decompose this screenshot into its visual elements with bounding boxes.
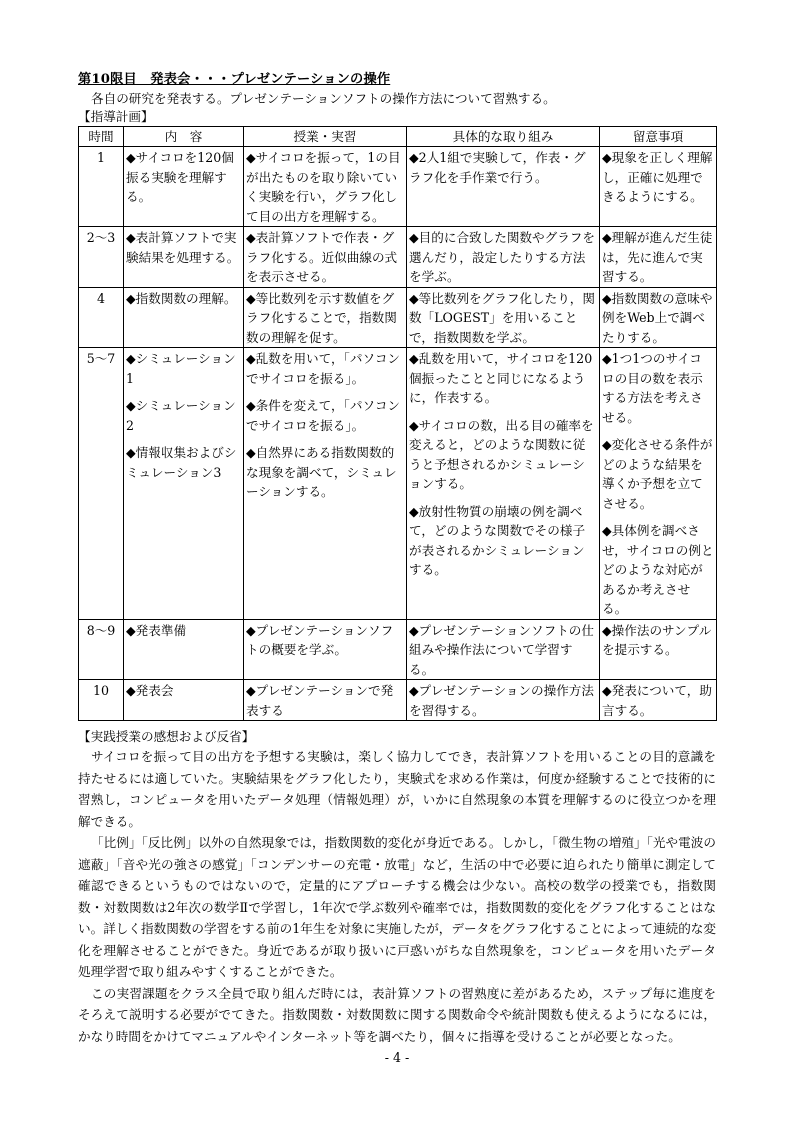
cell-entry: ◆変化させる条件がどのような結果を導くか予想を立てさせる。 [602,437,713,511]
cell-entry: ◆条件を変えて，「パソコンでサイコロを振る」。 [246,398,401,433]
teaching-plan-table [78,126,717,721]
cell-notes [600,619,717,680]
cell-lesson [244,147,407,227]
cell-lesson [244,287,407,348]
cell-entry: ◆プレゼンテーションソフトの概要を学ぶ。 [246,622,394,657]
cell-entry: ◆理解が進んだ生徒は，先に進んで実習する。 [602,230,713,284]
cell-entry: ◆サイコロを振って，1の目が出たものを取り除いていく実験を行い，グラフ化して目の出方を理解する。 [246,150,401,224]
cell-entry: ◆等比数列をグラフ化したり，関数「LOGEST」を用いることで，指数関数を学ぶ。 [409,290,595,345]
cell-entry: ◆発表会 [126,683,174,698]
cell-lesson [244,348,407,620]
cell-entry: ◆自然界にある指数関数的な現象を調べて，シミュレーションする。 [246,445,397,499]
cell-lesson [244,680,407,721]
cell-entry: ◆発表準備 [126,622,187,638]
cell-activity [407,348,600,620]
cell-notes [600,680,717,721]
table-row [79,227,717,288]
cell-notes [600,287,717,348]
table-header-row [79,127,717,147]
reflection-label: 【実践授業の感想および反省】 [78,729,255,744]
table-row [79,348,717,620]
cell-time: 8～9 [79,619,124,680]
cell-time: 10 [79,680,124,721]
cell-entry: ◆指数関数の理解。 [126,290,237,306]
cell-activity [407,147,600,227]
header-lesson: 授業・実習 [244,127,407,147]
cell-activity [407,680,600,721]
cell-entry: ◆サイコロを120個振る実験を理解する。 [126,150,234,204]
page-title: 第10限目 発表会・・・プレゼンテーションの操作 [78,72,391,87]
table-row [79,619,717,680]
cell-notes [600,147,717,227]
cell-entry: ◆目的に合致した関数やグラフを選んだり，設定したりする方法を学ぶ。 [409,230,595,284]
cell-entry: ◆2人1組で実験して，作表・グラフ化を手作業で行う。 [409,150,586,185]
cell-time: 4 [79,287,124,348]
cell-entry: ◆乱数を用いて，サイコロを120個振ったことと同じになるように，作表する。 [409,351,593,405]
document-page [78,70,716,1047]
cell-lesson [244,619,407,680]
cell-entry: ◆表計算ソフトで作表・グラフ化する。近似曲線の式を表示させる。 [246,230,398,284]
cell-content [124,619,244,680]
cell-entry: ◆等比数列を示す数値をグラフ化することで，指数関数の理解を促す。 [246,290,397,345]
cell-content [124,227,244,288]
table-body [79,147,717,721]
cell-lesson [244,227,407,288]
cell-entry: ◆現象を正しく理解し，正確に処理できるようにする。 [602,150,713,204]
header-notes: 留意事項 [600,127,717,147]
cell-entry: ◆サイコロの数，出る目の確率を変えると，どのような関数に従うと予想されるかシミュレーションする。 [409,417,594,491]
cell-content [124,147,244,227]
cell-entry: ◆放射性物質の崩壊の例を調べて，どのような関数でその様子が表されるかシミュレーションする。 [409,503,586,577]
cell-time: 2～3 [79,227,124,288]
header-content: 内 容 [124,127,244,147]
cell-notes [600,227,717,288]
cell-entry: ◆プレゼンテーションで発表する [246,683,394,718]
cell-activity [407,619,600,680]
reflection-paragraph-1: サイコロを振って目の出方を予想する実験は，楽しく協力してでき，表計算ソフトを用いることの目的意識を持たせるには適していた。実験結果をグラフ化したり，実験式を求める作業は，何度か経験することで技術的に習熟し，コンピュータを用いたデータ処理（情報処理）が，いかに自然現象の本質を理解するのに役立つかを理解できる。 [78,749,716,829]
table-row [79,680,717,721]
cell-entry: ◆プレゼンテーションの操作方法を習得する。 [409,683,594,718]
cell-entry: ◆シミュレーション2 [126,398,236,433]
table-row [79,147,717,227]
header-activity: 具体的な取り組み [407,127,600,147]
cell-notes [600,348,717,620]
cell-entry: ◆シミュレーション1 [126,351,236,386]
cell-entry: ◆情報収集およびシミュレーション3 [126,445,237,480]
cell-entry: ◆乱数を用いて，「パソコンでサイコロを振る」。 [246,351,401,386]
table-row [79,287,717,348]
cell-content [124,287,244,348]
cell-entry: ◆表計算ソフトで実験結果を処理する。 [126,230,240,265]
cell-content [124,680,244,721]
plan-label: 【指導計画】 [78,109,154,124]
cell-entry: ◆1つ1つのサイコロの目の数を表示する方法を考えさせる。 [602,351,703,425]
cell-time: 1 [79,147,124,227]
reflection-paragraph-2: 「比例」「反比例」以外の自然現象では，指数関数的変化が身近である。しかし，「微生物の増殖」「光や電波の遮蔽」「音や光の強さの感覚」「コンデンサーの充電・放電」など，生活の中で必要に迫られたり簡単に測定して確認できるというものではないので，定量的にアプローチする機会は少ない。高校の数学の授業でも，指数関数・対数関数は2年次の数学Ⅱで学習し，1年次で学ぶ数列や確率では，指数関数的変化をグラフ化することはない。詳しく指数関数の学習をする前の1年生を対象に実施したが，データをグラフ化することによって連続的な変化を理解させることができた。身近であるが取り扱いに戸惑いがちな自然現象を，コンピュータを用いたデータ処理学習で取り組みやすくすることができた。 [78,835,716,979]
cell-entry: ◆具体例を調べさせ，サイコロの例とどのような対応があるか考えさせる。 [602,523,714,616]
page-number: - 4 - [384,1050,410,1065]
intro-text: 各自の研究を発表する。プレゼンテーションソフトの操作方法について習熟する。 [91,91,556,106]
cell-entry: ◆操作法のサンプルを提示する。 [602,622,712,657]
cell-entry: ◆指数関数の意味や例をWeb上で調べたりする。 [602,290,713,345]
cell-entry: ◆プレゼンテーションソフトの仕組みや操作法について学習する。 [409,622,594,677]
cell-activity [407,287,600,348]
cell-entry: ◆発表について，助言する。 [602,683,712,718]
reflection-paragraph-3: この実習課題をクラス全員で取り組んだ時には，表計算ソフトの習熟度に差があるため，ステップ毎に進度をそろえて説明する必要がでてきた。指数関数・対数関数に関する関数命令や統計関数も使えるようになるには，かなり時間をかけてマニュアルやインターネット等を調べたり，個々に指導を受けることが必要となった。 [78,985,716,1044]
cell-time: 5～7 [79,348,124,620]
header-time: 時間 [79,127,124,147]
cell-content [124,348,244,620]
cell-activity [407,227,600,288]
